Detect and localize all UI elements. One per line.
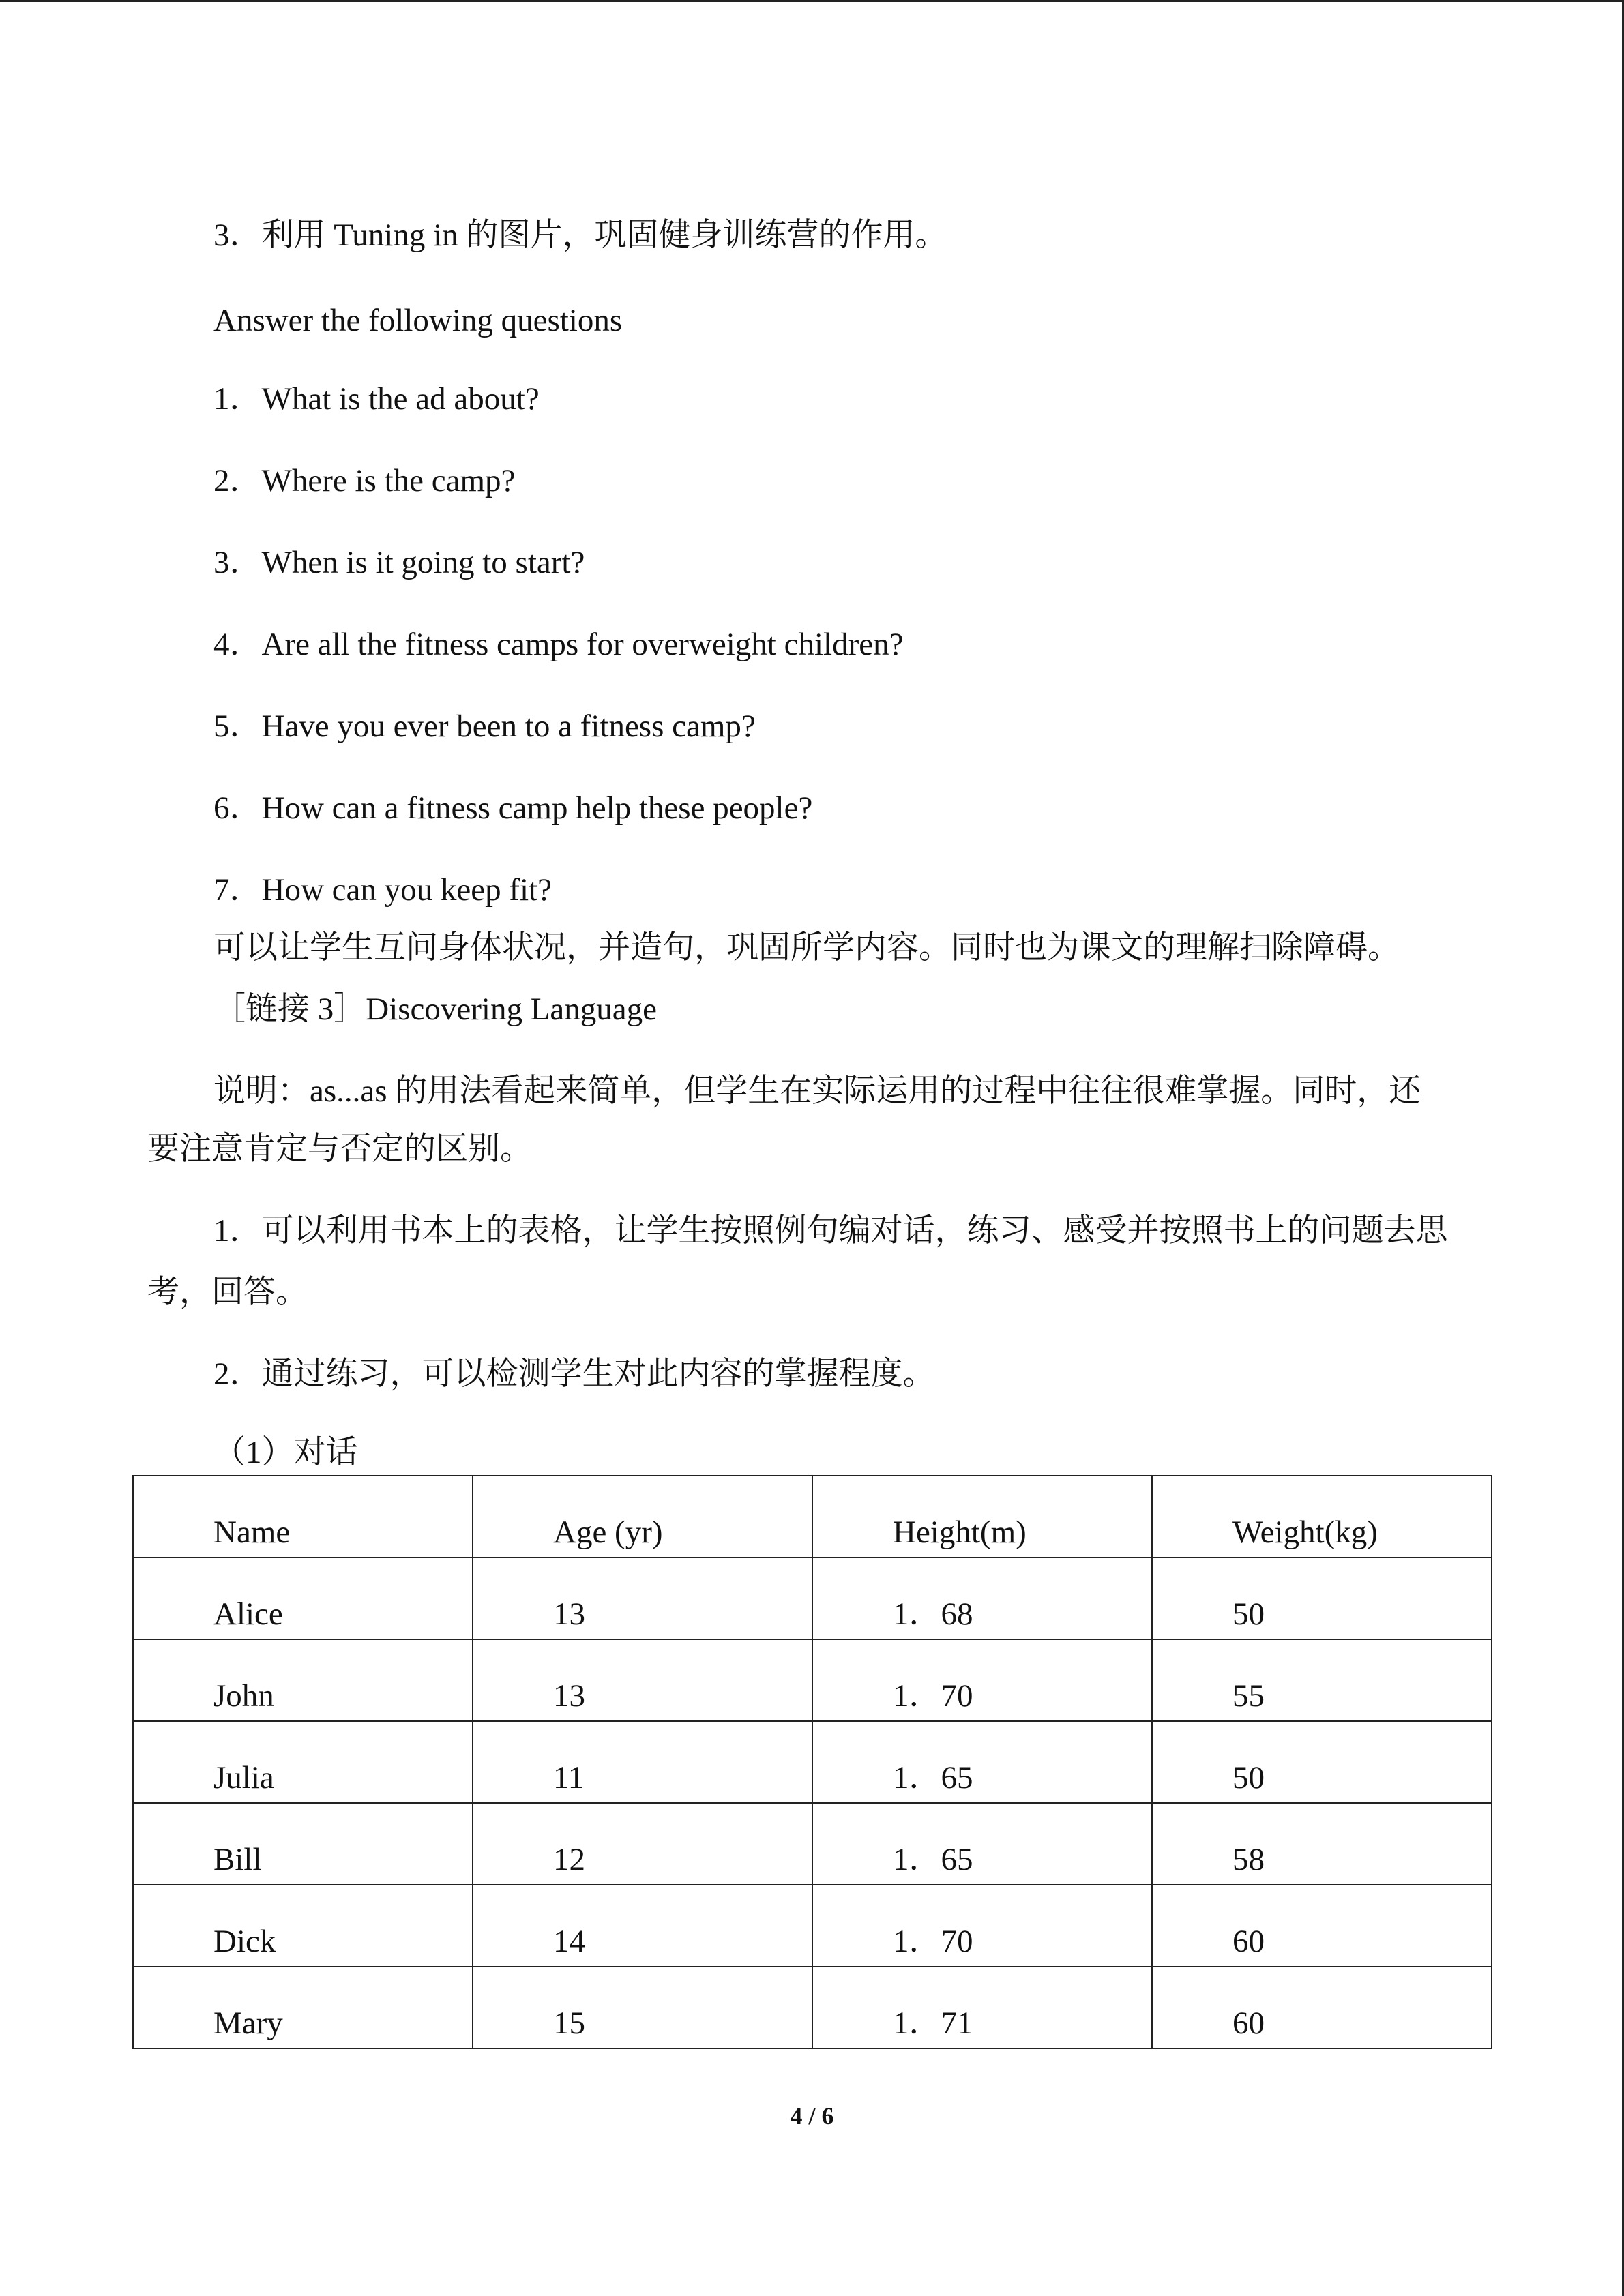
table-cell: 13	[473, 1639, 812, 1721]
table-cell: 14	[473, 1885, 812, 1967]
table-cell: 1．70	[812, 1639, 1152, 1721]
explanation-line-2: 要注意肯定与否定的区别。	[147, 1131, 532, 1167]
table-cell: Alice	[133, 1557, 473, 1639]
table-cell: 50	[1152, 1721, 1492, 1803]
table-cell: 58	[1152, 1803, 1492, 1885]
table-cell: 1．68	[812, 1557, 1152, 1639]
table-cell: 1．65	[812, 1721, 1152, 1803]
student-stats-table	[132, 1475, 1492, 2049]
question-5: 5．Have you ever been to a fitness camp?	[213, 709, 756, 744]
table-cell: 15	[473, 1967, 812, 2048]
question-4: 4．Are all the fitness camps for overweight children?	[213, 627, 904, 662]
table-cell: 1．71	[812, 1967, 1152, 2048]
step-1-line-2: 考，回答。	[147, 1274, 308, 1310]
table-cell: 55	[1152, 1639, 1492, 1721]
table-header-cell: Age (yr)	[473, 1476, 812, 1557]
table-cell: Dick	[133, 1885, 473, 1967]
dialogue-label: （1）对话	[213, 1435, 358, 1470]
question-3: 3．When is it going to start?	[213, 545, 585, 580]
table-cell: Mary	[133, 1967, 473, 2048]
table-header-cell: Name	[133, 1476, 473, 1557]
table-cell: 13	[473, 1557, 812, 1639]
table-cell: 1．70	[812, 1885, 1152, 1967]
table-cell: John	[133, 1639, 473, 1721]
question-6: 6．How can a fitness camp help these people?	[213, 790, 813, 826]
table-header-cell: Height(m)	[812, 1476, 1152, 1557]
explanation-line-1: 说明：as...as 的用法看起来简单，但学生在实际运用的过程中往往很难掌握。同时，还	[213, 1073, 1421, 1109]
step-3-text: 3．利用 Tuning in 的图片，巩固健身训练营的作用。	[213, 218, 947, 253]
table-cell: Bill	[133, 1803, 473, 1885]
table-row	[133, 1803, 1492, 1885]
table-row	[133, 1885, 1492, 1967]
link-3-heading: ［链接 3］Discovering Language	[213, 992, 658, 1027]
step-2-text: 2．通过练习，可以检测学生对此内容的掌握程度。	[213, 1356, 935, 1392]
question-7: 7．How can you keep fit?	[213, 872, 552, 908]
table-cell: 12	[473, 1803, 812, 1885]
table-row	[133, 1557, 1492, 1639]
table-cell: 60	[1152, 1967, 1492, 2048]
table-cell: 1．65	[812, 1803, 1152, 1885]
table-header-cell: Weight(kg)	[1152, 1476, 1492, 1557]
table-cell: Julia	[133, 1721, 473, 1803]
table-header-row	[133, 1476, 1492, 1557]
table-cell: 11	[473, 1721, 812, 1803]
question-2: 2．Where is the camp?	[213, 463, 516, 498]
table-row	[133, 1721, 1492, 1803]
page-number: 4 / 6	[790, 2102, 834, 2130]
table-row	[133, 1639, 1492, 1721]
table-row	[133, 1967, 1492, 2048]
step-1-line-1: 1．可以利用书本上的表格，让学生按照例句编对话，练习、感受并按照书上的问题去思	[213, 1213, 1448, 1249]
table-cell: 50	[1152, 1557, 1492, 1639]
table-cell: 60	[1152, 1885, 1492, 1967]
question-1: 1．What is the ad about?	[213, 381, 540, 417]
questions-heading: Answer the following questions	[213, 303, 623, 338]
page-top-border	[0, 0, 1624, 2]
instruction-text: 可以让学生互问身体状况，并造句，巩固所学内容。同时也为课文的理解扫除障碍。	[213, 930, 1400, 966]
